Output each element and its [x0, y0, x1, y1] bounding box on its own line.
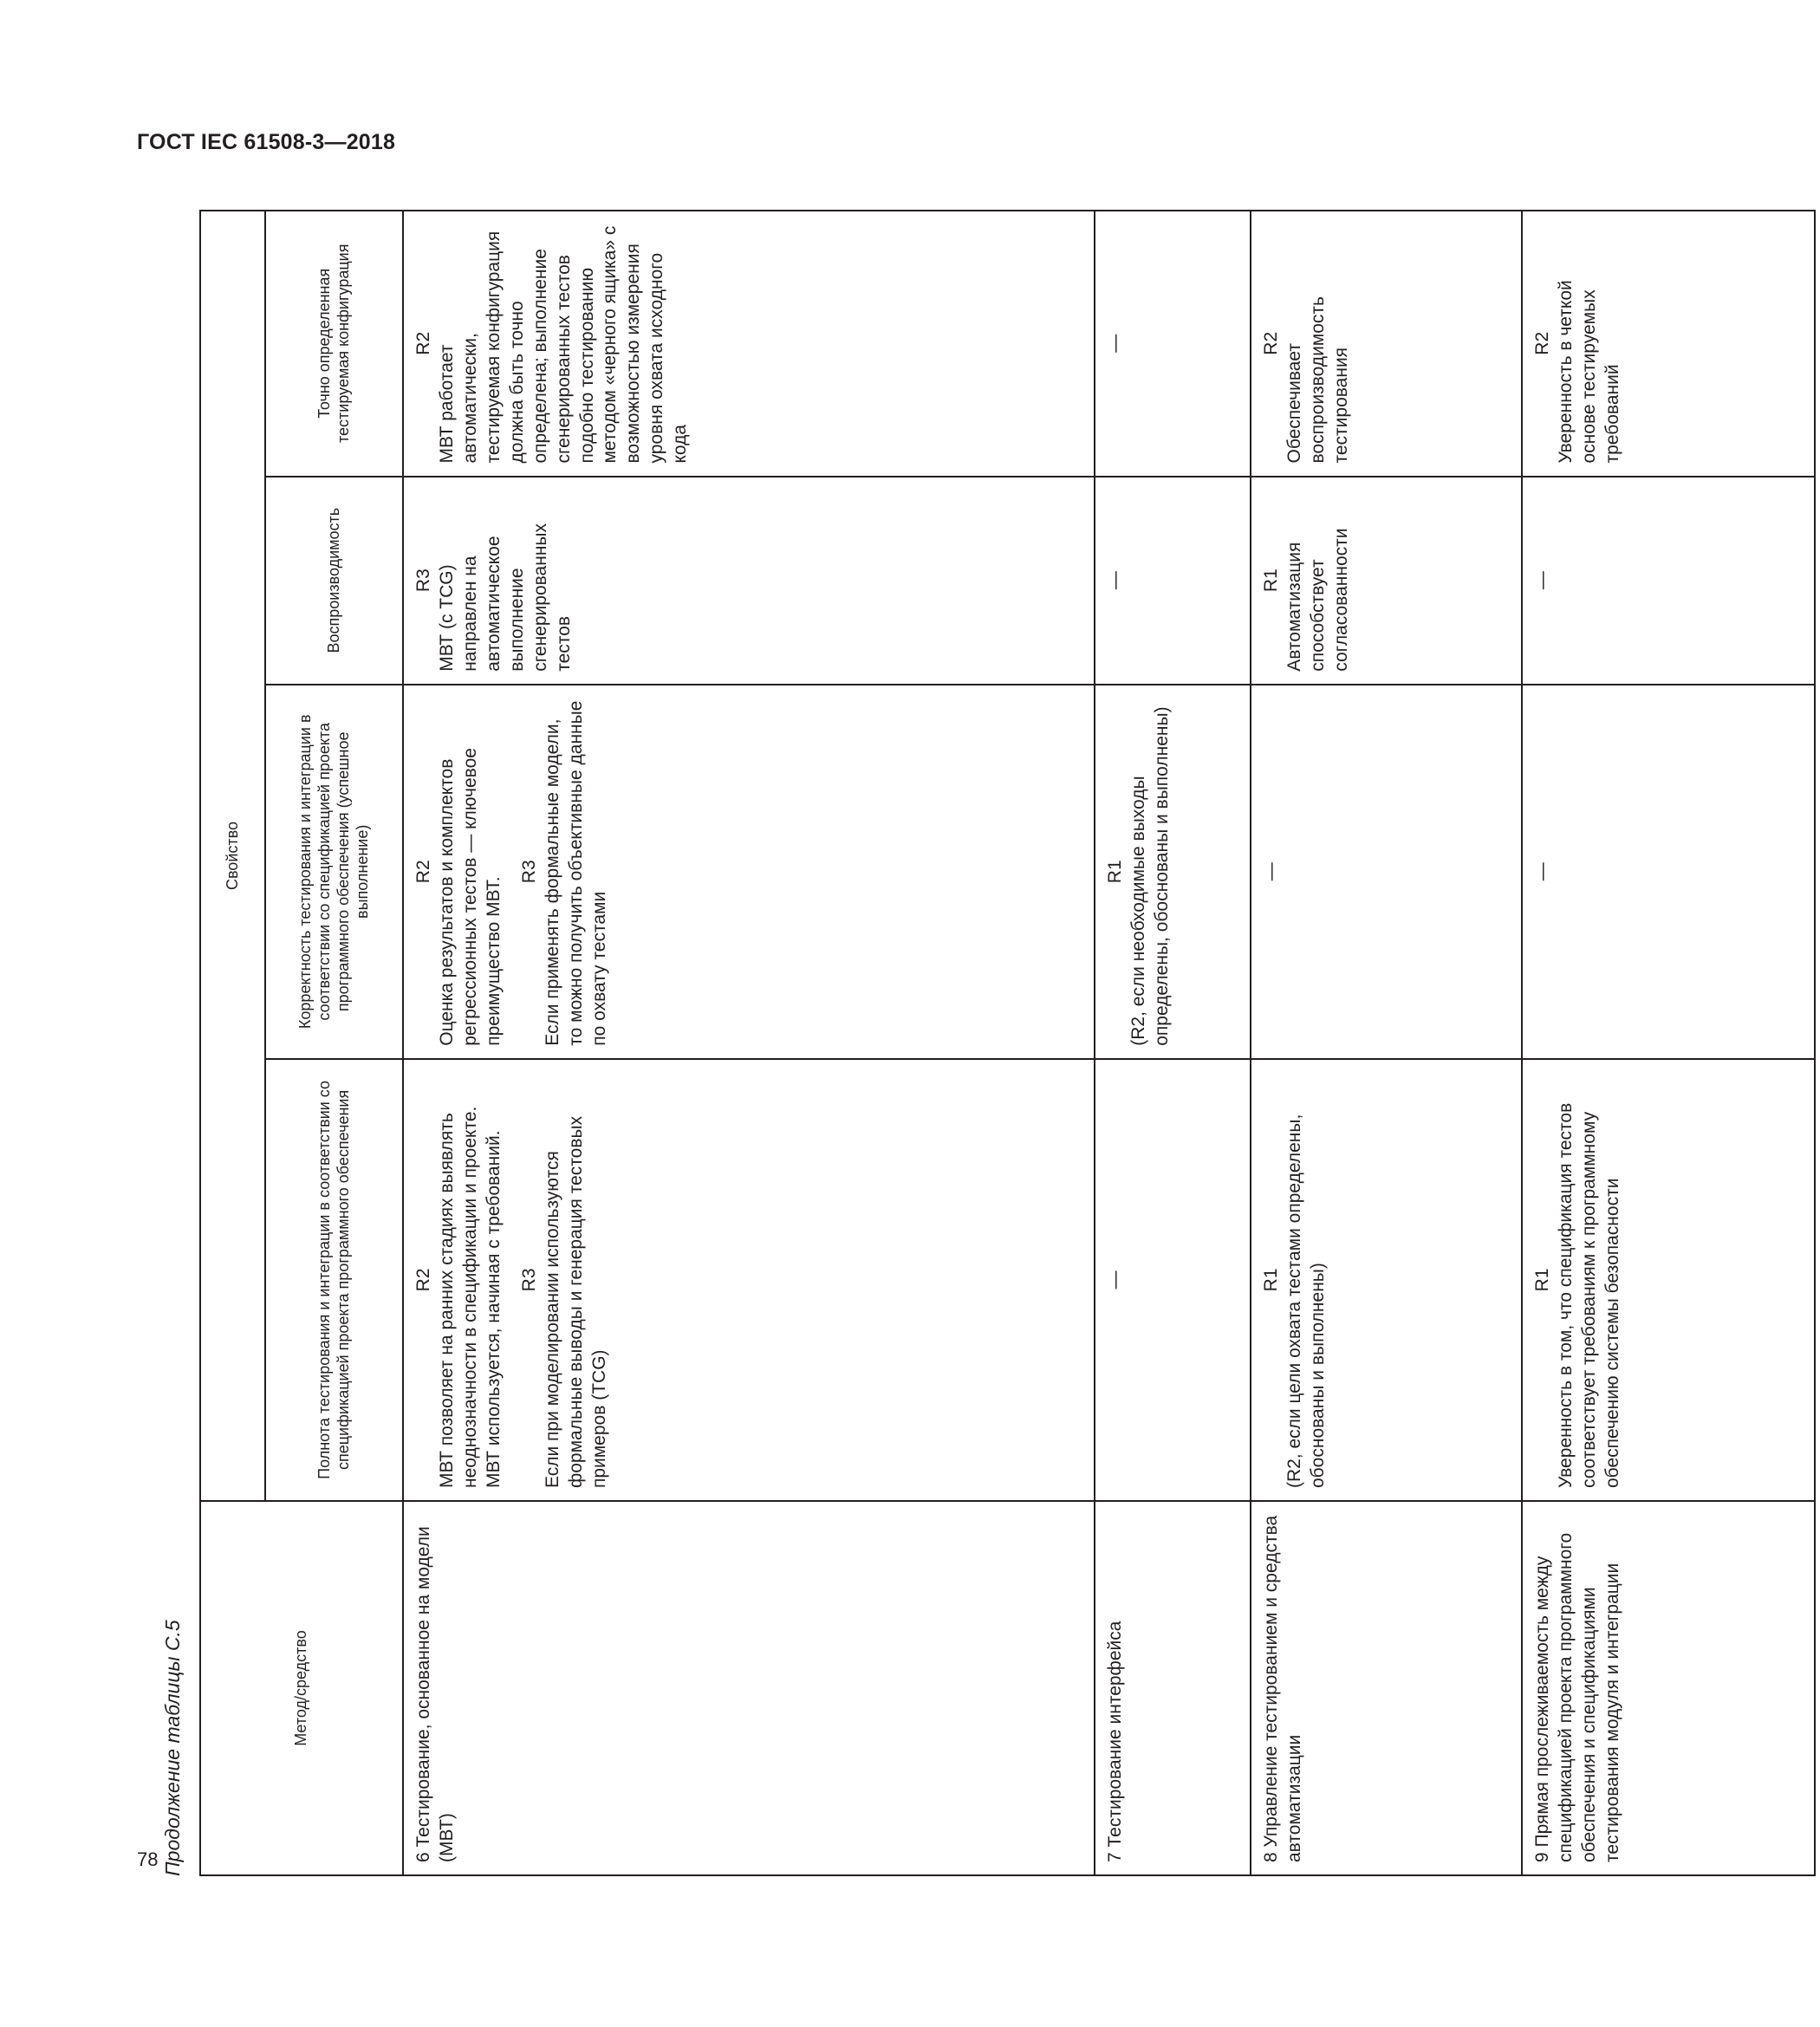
method-cell: 9 Прямая прослеживаемость между спецификацией проекта программного обеспечения и спецификациями тестирования модуля и интеграции — [1522, 1501, 1815, 1875]
method-cell: 7 Тестирование интерфейса — [1095, 1501, 1251, 1875]
header-row-group — [200, 211, 265, 1875]
col-header-completeness: Полнота тестирования и интеграции в соответствии со спецификацией проекта программного обеспечения — [265, 1059, 403, 1501]
configuration-cell: — — [1095, 211, 1251, 477]
rating: R3 — [518, 1268, 539, 1292]
completeness-cell — [403, 1059, 1095, 1501]
page-number: 78 — [137, 1848, 159, 1870]
table-row — [1251, 211, 1522, 1875]
col-header-property: Свойство — [200, 211, 265, 1501]
table-row — [1522, 211, 1815, 1875]
correctness-cell — [403, 685, 1095, 1059]
table-row — [403, 211, 1095, 1875]
table-row — [1095, 211, 1251, 1875]
rating: R2 — [1261, 331, 1282, 355]
configuration-cell — [1251, 211, 1522, 477]
completeness-cell: — — [1095, 1059, 1251, 1501]
correctness-cell: — — [1251, 685, 1522, 1059]
rating: R2 — [1532, 331, 1553, 355]
cell-text: МВТ (с TCG) направлен на автоматическое выполнение сгенерированных тестов — [437, 523, 574, 672]
method-cell: 8 Управление тестированием и средства автоматизации — [1251, 1501, 1522, 1875]
cell-text: Оценка результатов и комплектов регрессионных тестов — ключевое преимущество МВТ. — [437, 748, 504, 1046]
rating: R2 — [413, 860, 434, 884]
rating: R3 — [518, 860, 539, 884]
repeatability-cell — [403, 477, 1095, 685]
cell-text: Если применять формальные модели, то можно получить объективные данные по охвату тестами — [542, 700, 609, 1046]
cell-text: Уверенность в четкой основе тестируемых требований — [1555, 280, 1622, 464]
cell-text: Если при моделировании используются формальные выводы и генерация тестовых примеров (TCG) — [542, 1115, 609, 1489]
col-header-method: Метод/средство — [200, 1501, 403, 1875]
configuration-cell — [403, 211, 1095, 477]
cell-text: Автоматизация способствует согласованности — [1284, 528, 1351, 672]
document-title: ГОСТ IEC 61508-3—2018 — [137, 130, 396, 154]
cell-text: Уверенность в том, что спецификация тестов соответствует требованиям к программному обеспечению системы безопасности — [1555, 1102, 1622, 1489]
rating: R1 — [1105, 860, 1126, 884]
rating: R1 — [1261, 1268, 1282, 1292]
rating: R2 — [413, 331, 434, 355]
cell-text: Обеспечивает воспроизводимость тестирования — [1284, 296, 1351, 464]
rating: R1 — [1261, 568, 1282, 593]
rating: R1 — [1532, 1268, 1553, 1292]
col-header-repeatability: Воспроизводимость — [265, 477, 403, 685]
rating: R2 — [413, 1268, 434, 1292]
requirements-table — [199, 210, 1816, 1876]
repeatability-cell: — — [1522, 477, 1815, 685]
cell-text: МВТ работает автоматически, тестируемая конфигурация должна быть точно определена; выполнение сгенерированных тестов подобно тестированию методом «черного ящика» с возможностью измерения уровня охвата исходного кода — [437, 225, 690, 464]
repeatability-cell: — — [1095, 477, 1251, 685]
rating: R3 — [413, 568, 434, 593]
completeness-cell — [1522, 1059, 1815, 1501]
correctness-cell — [1095, 685, 1251, 1059]
completeness-cell — [1251, 1059, 1522, 1501]
col-header-correctness: Корректность тестирования и интеграции в соответствии со спецификацией проекта программного обеспечения (успешное выполнение) — [265, 685, 403, 1059]
correctness-cell: — — [1522, 685, 1815, 1059]
configuration-cell — [1522, 211, 1815, 477]
repeatability-cell — [1251, 477, 1522, 685]
rotated-page-content — [156, 204, 1820, 1876]
method-cell: 6 Тестирование, основанное на модели (МВТ) — [403, 1501, 1095, 1875]
cell-text: (R2, если необходимые выходы определены, обоснованы и выполнены) — [1128, 706, 1172, 1046]
col-header-configuration: Точно определенная тестируемая конфигурация — [265, 211, 403, 477]
cell-text: МВТ позволяет на ранних стадиях выявлять неоднозначности в спецификации и проекте. МВТ используется, начиная с требований. — [437, 1106, 504, 1489]
table-caption: Продолжение таблицы С.5 — [161, 1620, 184, 1876]
cell-text: (R2, если цели охвата тестами определены, обоснованы и выполнены) — [1284, 1114, 1328, 1489]
